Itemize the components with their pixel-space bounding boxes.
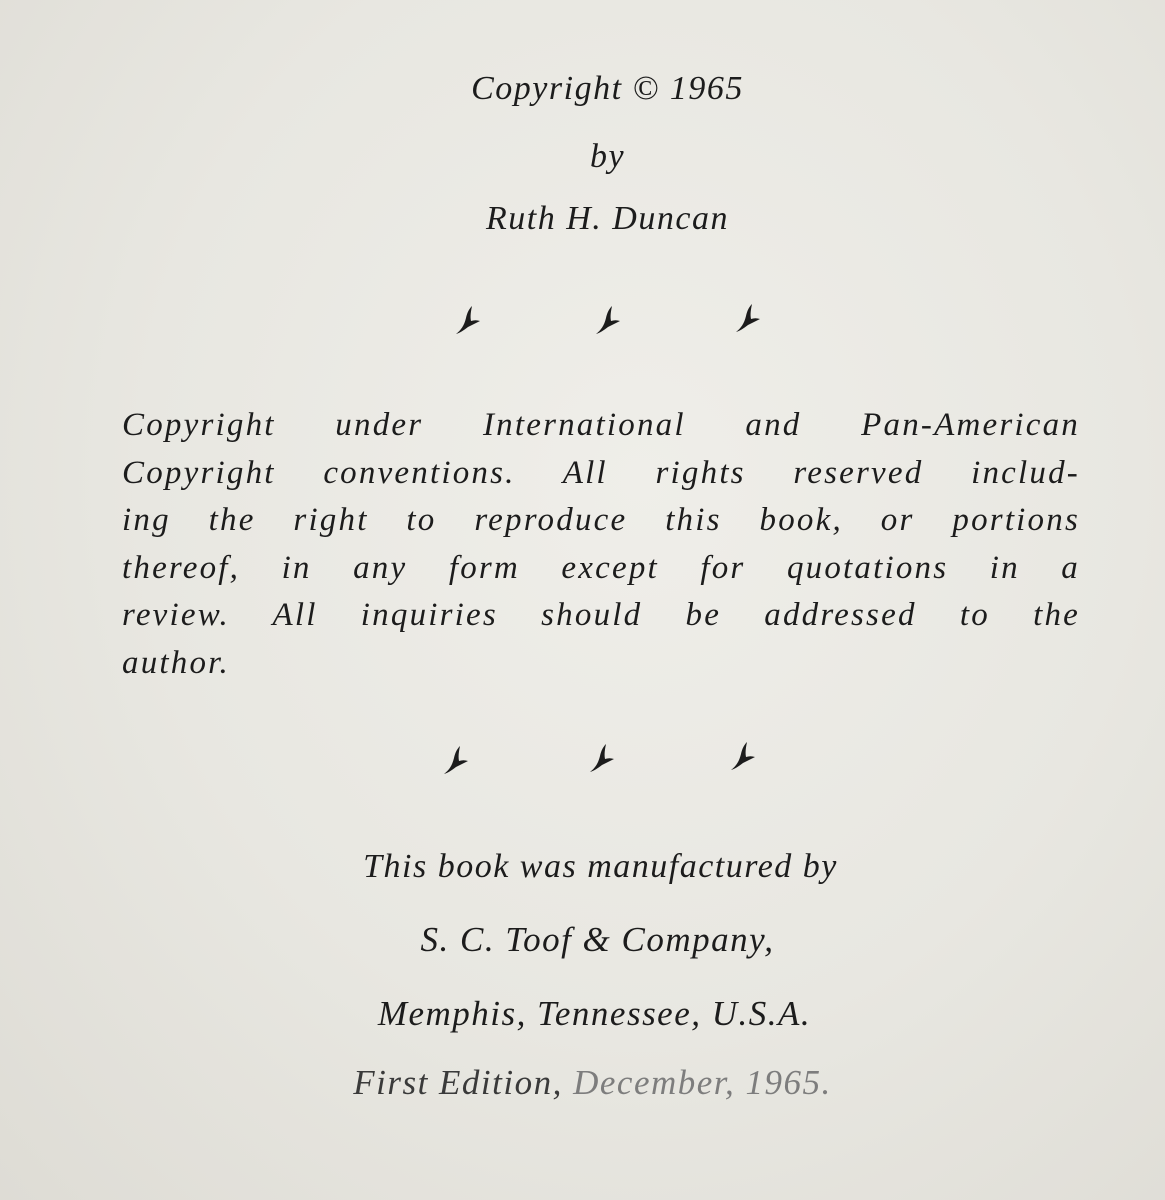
notice-line: thereof, in any form except for quotations in a [122,549,1080,586]
bird-ornament-icon [586,742,616,776]
bird-ornament-icon [592,304,622,338]
company-location: Memphis, Tennessee, U.S.A. [377,994,812,1033]
notice-line: ing the right to reproduce this book, or portions [122,502,1080,538]
notice-line: Copyright conventions. All rights reserved includ- [122,454,1080,491]
notice-line: Copyright under International and Pan-American [122,407,1080,443]
manufactured-line: This book was manufactured by [363,848,838,885]
copyright-line: Copyright © 1965 [471,70,744,107]
copyright-notice [122,402,1080,687]
notice-line: author. [122,644,231,681]
by-line: by [589,138,626,175]
ornament-row-top [0,302,1165,342]
author-name: Ruth H. Duncan [486,200,729,237]
bird-ornament-icon [440,744,470,778]
bird-ornament-icon [727,740,757,774]
ornament-row-bottom [0,740,1165,780]
edition-date: December, 1965. [573,1063,832,1102]
notice-line: review. All inquiries should be addressed to the [122,597,1080,633]
bird-ornament-icon [452,304,482,338]
edition-prefix: First Edition, [353,1063,563,1102]
bird-ornament-icon [732,302,762,336]
edition-line [10,1063,1165,1103]
company-name: S. C. Toof & Company, [420,920,775,959]
